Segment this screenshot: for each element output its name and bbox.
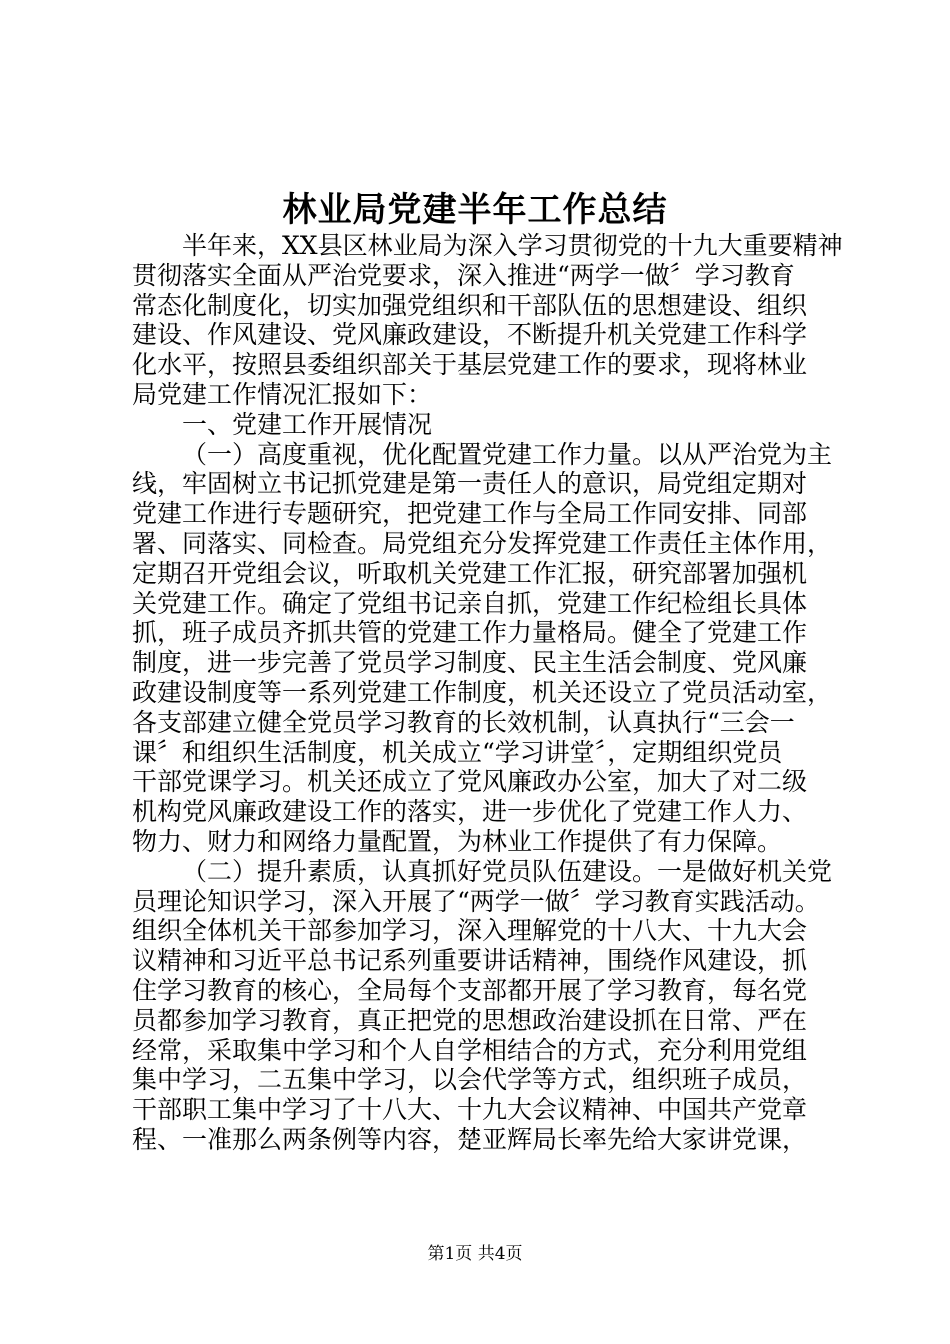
text-line: 干部职工集中学习了十八大、十九大会议精神、中国共产党章 [132,1095,808,1125]
text-line: 半年来，XX县区林业局为深入学习贯彻党的十九大重要精神 [182,231,843,260]
text-line: 建设、作风建设、党风廉政建设，不断提升机关党建工作科学 [132,320,808,350]
text-line: 经常，采取集中学习和个人自学相结合的方式，充分利用党组 [132,1035,808,1065]
text-line: 化水平，按照县委组织部关于基层党建工作的要求，现将林业 [132,350,808,380]
text-line: 定期召开党组会议，听取机关党建工作汇报，研究部署加强机 [132,558,808,588]
text-line: （一）高度重视，优化配置党建工作力量。以从严治党为主 [182,439,833,469]
text-line: 局党建工作情况汇报如下： [132,379,433,409]
text-line: 组织全体机关干部参加学习，深入理解党的十八大、十九大会 [132,916,808,946]
text-line: 机构党风廉政建设工作的落实，进一步优化了党建工作人力、 [132,797,808,827]
text-line: 关党建工作。确定了党组书记亲自抓，党建工作纪检组长具体 [132,588,808,618]
text-line: 常态化制度化，切实加强党组织和干部队伍的思想建设、组织 [132,290,808,320]
text-line: 制度，进一步完善了党员学习制度、民主生活会制度、党风廉 [132,648,808,678]
text-line: 员理论知识学习，深入开展了“两学一做〞学习教育实践活动。 [132,886,820,916]
text-line: 各支部建立健全党员学习教育的长效机制，认真执行“三会一 [132,707,795,737]
text-line: 议精神和习近平总书记系列重要讲话精神，围绕作风建设，抓 [132,946,808,976]
text-line: 住学习教育的核心，全局每个支部都开展了学习教育，每名党 [132,975,808,1005]
text-line: 抓，班子成员齐抓共管的党建工作力量格局。健全了党建工作 [132,618,808,648]
text-line: 政建设制度等一系列党建工作制度，机关还设立了党员活动室， [132,677,833,707]
text-line: 干部党课学习。机关还成立了党风廉政办公室，加大了对二级 [132,767,808,797]
document-body [132,231,843,1155]
text-line: 课〞和组织生活制度，机关成立“学习讲堂〞，定期组织党员 [132,737,783,767]
text-line: 物力、财力和网络力量配置，为林业工作提供了有力保障。 [132,826,783,856]
document-title: 林业局党建半年工作总结 [282,190,668,230]
text-line: 员都参加学习教育，真正把党的思想政治建设抓在日常、严在 [132,1005,808,1035]
text-line: 贯彻落实全面从严治党要求，深入推进“两学一做〞学习教育 [132,260,795,290]
text-line: 线，牢固树立书记抓党建是第一责任人的意识，局党组定期对 [132,469,808,499]
text-line: 集中学习，二五集中学习，以会代学等方式，组织班子成员， [132,1065,808,1095]
section-heading: 一、党建工作开展情况 [182,409,433,439]
text-line: 程、一准那么两条例等内容，楚亚辉局长率先给大家讲党课， [132,1124,808,1154]
text-line: （二）提升素质，认真抓好党员队伍建设。一是做好机关党 [182,856,833,886]
text-line: 署、同落实、同检查。局党组充分发挥党建工作责任主体作用， [132,528,833,558]
text-line: 党建工作进行专题研究，把党建工作与全局工作同安排、同部 [132,499,808,529]
page-footer: 第1页 共4页 [427,1244,523,1264]
